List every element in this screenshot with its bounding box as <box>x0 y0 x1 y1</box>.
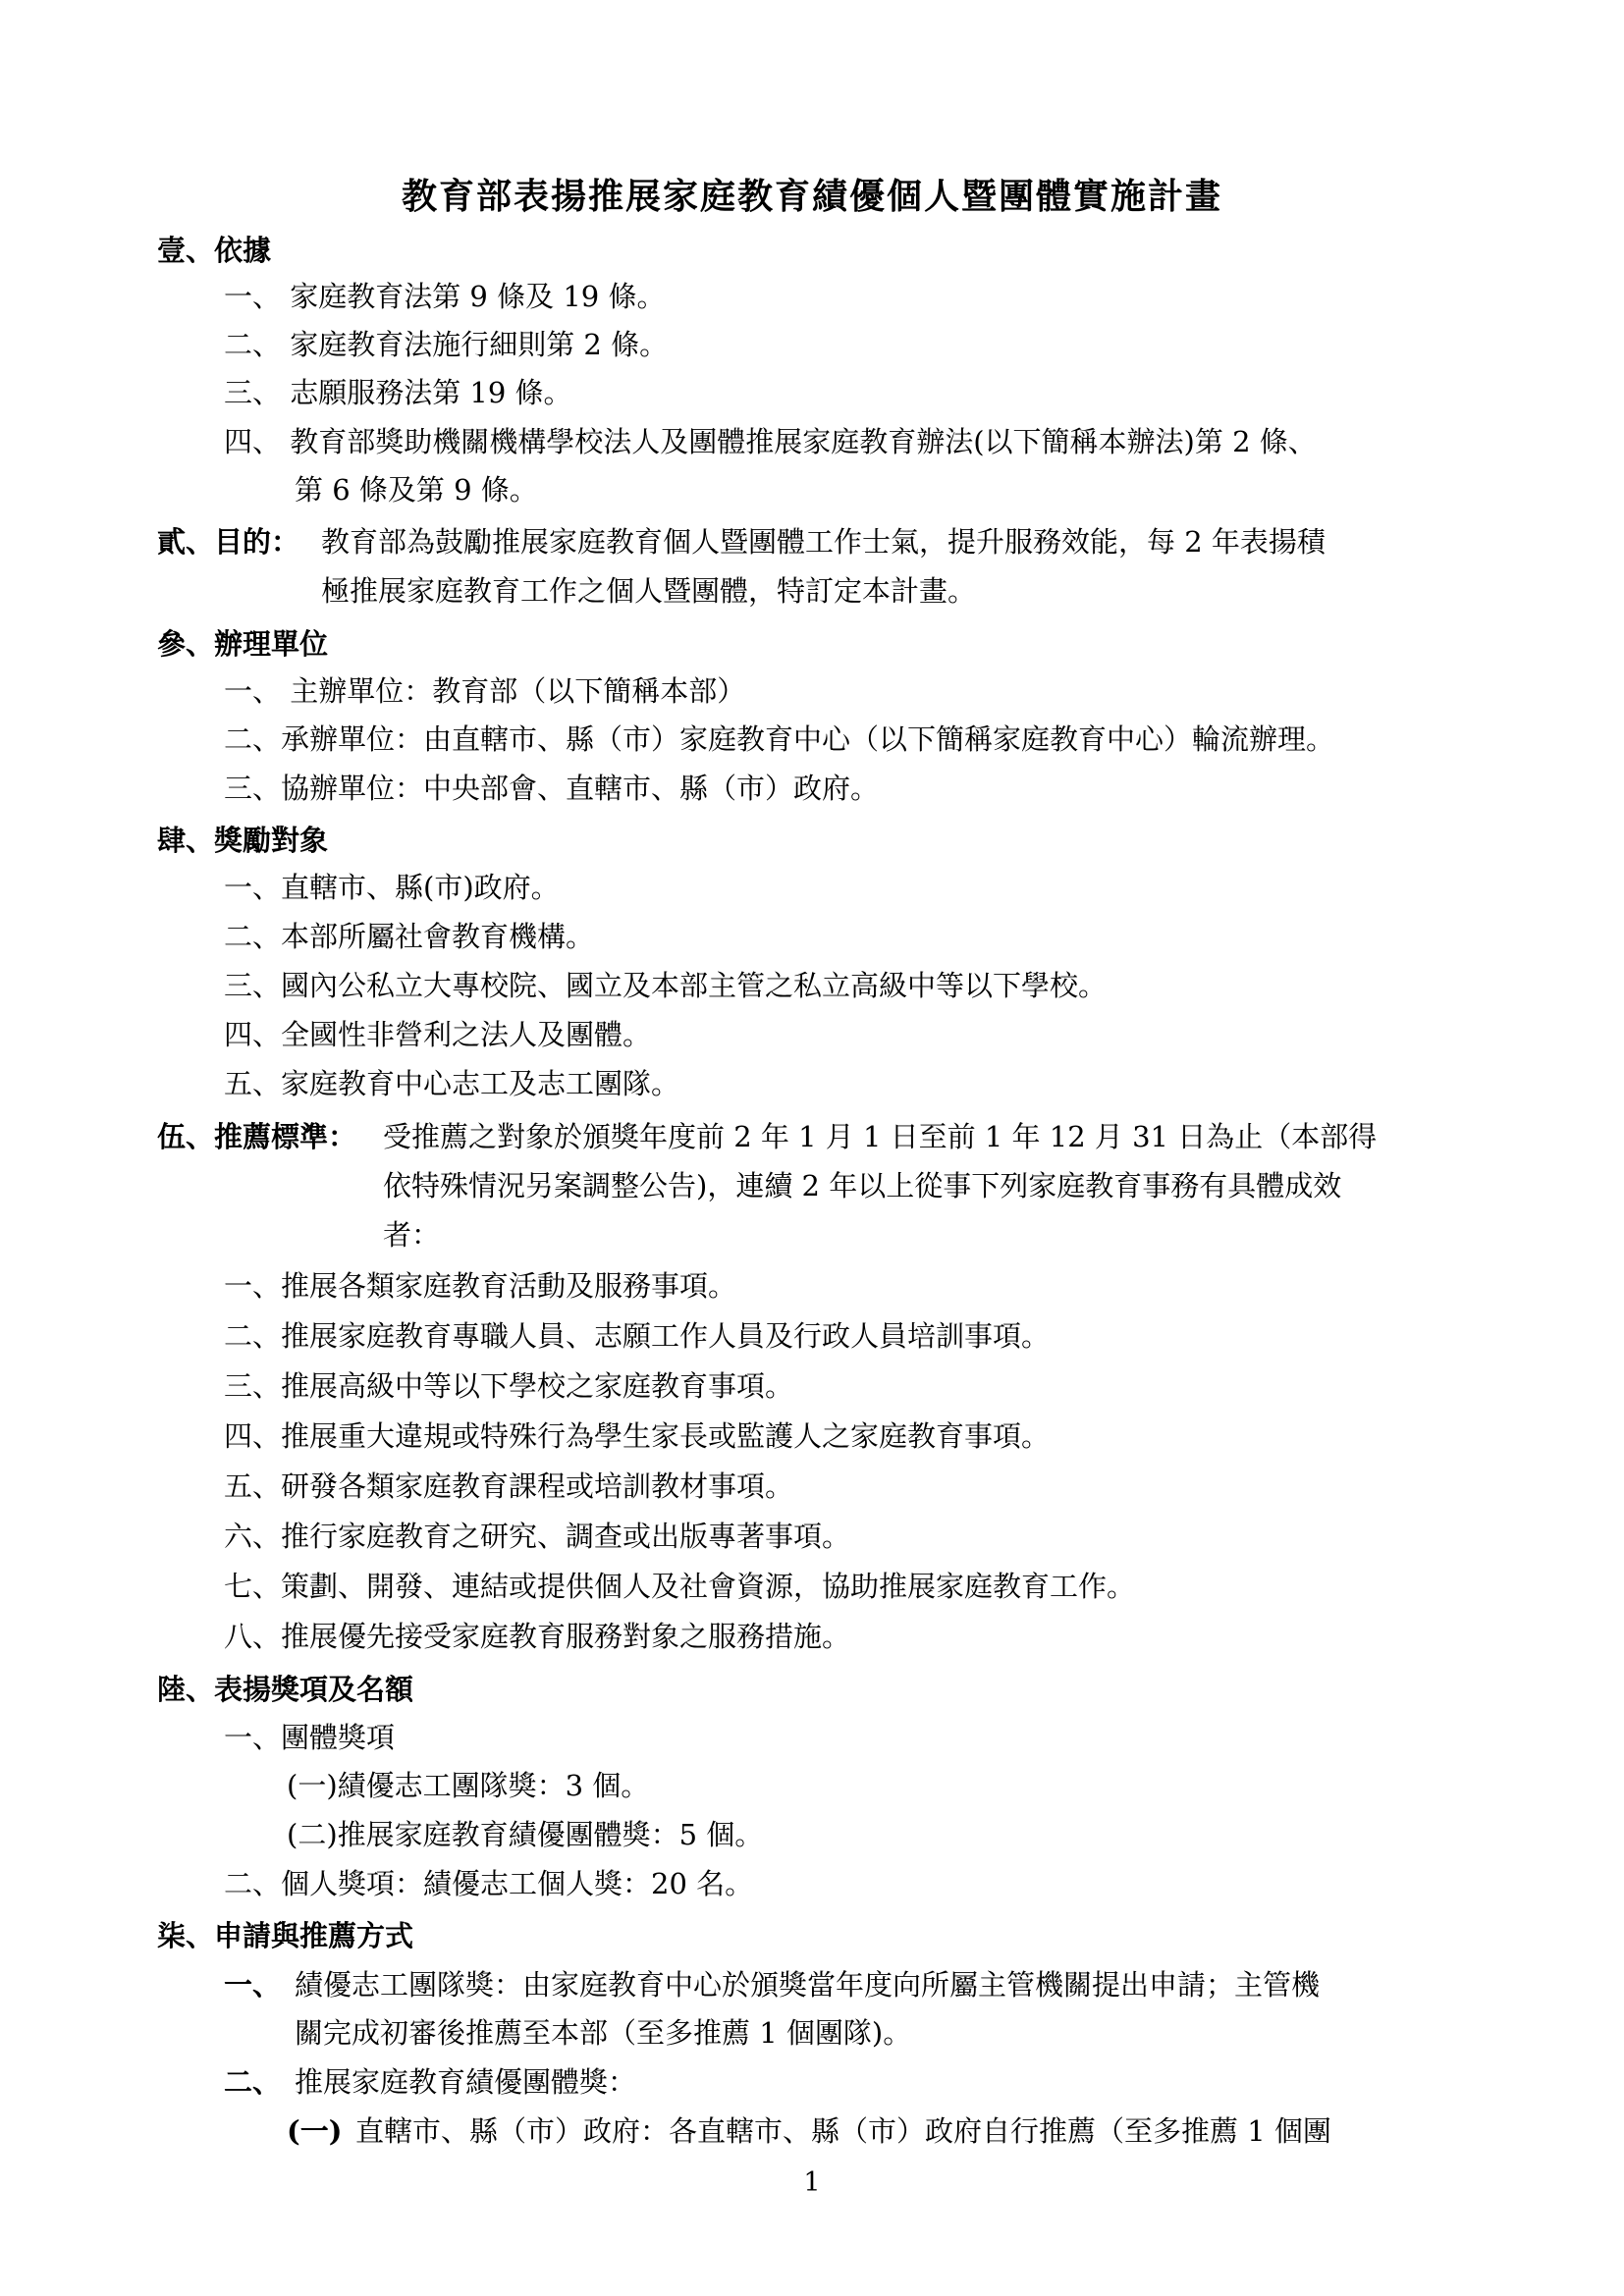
section-4-item-3: 三、國內公私立大專校院、國立及本部主管之私立高級中等以下學校。 <box>224 969 1108 1002</box>
section-1-item-2: 二、 家庭教育法施行細則第 2 條。 <box>224 328 669 361</box>
section-1-item-1: 一、 家庭教育法第 9 條及 19 條。 <box>224 280 666 313</box>
section-4-item-2: 二、本部所屬社會教育機構。 <box>224 920 595 953</box>
section-7-sub-1-text: 直轄市、縣（市）政府：各直轄市、縣（市）政府自行推薦（至多推薦 1 個團 <box>355 2114 1331 2148</box>
section-6-sub-2: (二)推展家庭教育績優團體獎：5 個。 <box>287 1818 764 1851</box>
section-3-item-3: 三、協辦單位：中央部會、直轄市、縣（市）政府。 <box>224 772 880 805</box>
section-7-item-1-line-2: 關完成初審後推薦至本部（至多推薦 1 個團隊)。 <box>295 2016 912 2050</box>
section-2-heading: 貳、目的： <box>157 525 300 559</box>
section-4-heading: 肆、獎勵對象 <box>157 824 329 857</box>
section-2-line-2: 極推展家庭教育工作之個人暨團體，特訂定本計畫。 <box>321 574 977 608</box>
section-3-heading: 參、辦理單位 <box>157 627 329 661</box>
section-5-item-6: 六、推行家庭教育之研究、調查或出版專著事項。 <box>224 1520 851 1553</box>
section-4-item-5: 五、家庭教育中心志工及志工團隊。 <box>224 1067 680 1100</box>
section-7-sub-1-number: (一) <box>287 2114 343 2148</box>
section-3-item-1: 一、 主辦單位：教育部（以下簡稱本部） <box>224 674 746 708</box>
section-5-item-8: 八、推展優先接受家庭教育服務對象之服務措施。 <box>224 1620 851 1653</box>
section-7-heading: 柒、申請與推薦方式 <box>157 1919 414 1952</box>
section-6-heading: 陸、表揚獎項及名額 <box>157 1673 414 1706</box>
section-5-line-2: 依特殊情況另案調整公告)，連續 2 年以上從事下列家庭教育事務有具體成效 <box>383 1169 1342 1202</box>
section-5-line-1: 受推薦之對象於頒獎年度前 2 年 1 月 1 日至前 1 年 12 月 31 日為止（本部得 <box>383 1120 1378 1153</box>
page-number: 1 <box>803 2167 821 2198</box>
section-5-item-4: 四、推展重大違規或特殊行為學生家長或監護人之家庭教育事項。 <box>224 1419 1051 1453</box>
section-5-item-5: 五、研發各類家庭教育課程或培訓教材事項。 <box>224 1469 794 1503</box>
section-4-item-1: 一、直轄市、縣(市)政府。 <box>224 871 560 904</box>
section-6-item-2: 二、個人獎項：績優志工個人獎：20 名。 <box>224 1867 754 1900</box>
section-1-item-4-cont: 第 6 條及第 9 條。 <box>295 473 538 507</box>
section-5-line-3: 者： <box>383 1218 441 1252</box>
section-7-item-2-text: 推展家庭教育績優團體獎： <box>295 2065 637 2099</box>
section-1-heading: 壹、依據 <box>157 234 272 267</box>
section-6-item-1: 一、團體獎項 <box>224 1721 396 1754</box>
section-5-item-2: 二、推展家庭教育專職人員、志願工作人員及行政人員培訓事項。 <box>224 1319 1051 1353</box>
section-7-item-1-line-1: 績優志工團隊獎：由家庭教育中心於頒獎當年度向所屬主管機關提出申請；主管機 <box>295 1968 1321 2002</box>
section-5-item-3: 三、推展高級中等以下學校之家庭教育事項。 <box>224 1369 794 1403</box>
section-6-sub-1: (一)績優志工團隊獎：3 個。 <box>287 1769 650 1802</box>
section-7-item-2-number: 二、 <box>224 2065 282 2099</box>
section-5-item-1: 一、推展各類家庭教育活動及服務事項。 <box>224 1269 737 1303</box>
section-3-item-2: 二、承辦單位：由直轄市、縣（市）家庭教育中心（以下簡稱家庭教育中心）輪流辦理。 <box>224 722 1335 756</box>
section-1-item-4: 四、 教育部獎助機關機構學校法人及團體推展家庭教育辦法(以下簡稱本辦法)第 2 條、 <box>224 425 1317 458</box>
section-5-item-7: 七、策劃、開發、連結或提供個人及社會資源，協助推展家庭教育工作。 <box>224 1570 1136 1603</box>
section-1-item-3: 三、 志願服務法第 19 條。 <box>224 376 572 409</box>
document-title: 教育部表揚推展家庭教育績優個人暨團體實施計畫 <box>401 176 1222 217</box>
section-4-item-4: 四、全國性非營利之法人及團體。 <box>224 1018 652 1051</box>
section-2-line-1: 教育部為鼓勵推展家庭教育個人暨團體工作士氣，提升服務效能，每 2 年表揚積 <box>321 525 1326 559</box>
section-7-item-1-number: 一、 <box>224 1968 282 2002</box>
section-5-heading: 伍、推薦標準： <box>157 1120 357 1153</box>
